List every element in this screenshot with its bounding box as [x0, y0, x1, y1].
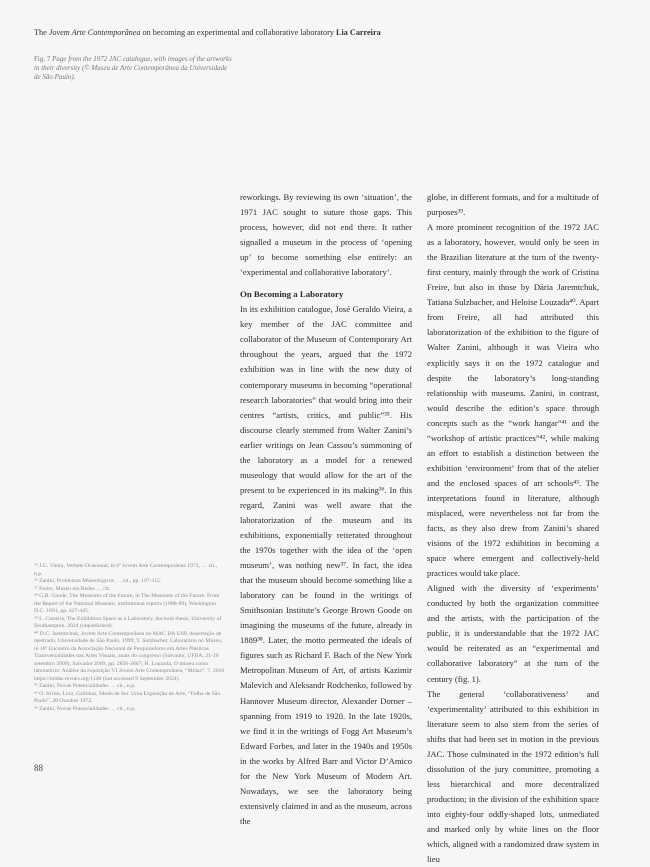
footnote: ³⁵ J.G. Vieira, Verbete Ocasional, in 6ª Jovem Arte Contemporânea 1972, … cit., n.p. [34, 563, 218, 577]
running-header [34, 27, 624, 38]
footnote: ⁴⁰ D.C. Jaremtchuk, Jovem Arte Contemporânea no MAC DA USP, dissertação de mestrado, Universidade de São Paulo, 1999; T. Sulzbacher, Laboratório no Museu, in 18º Encontro da Associação Nacional de Pesquisadores em Artes Plásticas Transversalidades nas Artes Visuais, anais do congresso (Salvador, UFBA, 21-26 setembro 2009), Salvador 2009, pp. 2856-2867; H. Louzada, O museu como laboratório: Análise da exposição VI Jovem Arte Contemporânea, “Midas”, 7, 2016 https://midas.revues.org/1140 (last accessed 9 September 2024). [34, 630, 225, 682]
footnotes [34, 563, 226, 713]
paragraph: The general ‘collaborativeness’ and ‘experimentality’ attributed to this exhibition in literature seem to also stem from the series of shifts that had been set in motion in the previous JAC. Those culminated in the 1972 edition’s full dissolution of the jury committee, promoting a less hierarchical and more decentralized production; in the division of the exhibition space into eighty-four oddly-shaped lots, unmediated and marked only by white lines on the floor which, aligned with a randomized draw system in lieu [427, 688, 599, 865]
footnote: ³⁷ Freire, Museu em Redes … cit. [34, 585, 111, 592]
footnote: ³⁶ Zanini, Problemas Museológicos … cit., pp. 107-115. [34, 578, 162, 584]
footnote: ⁴¹ Zanini, Novas Potencialidades … cit., n.p. [34, 683, 136, 689]
footnote: ³⁹ L. Carreira, The Exhibition Space as a Laboratory, doctoral thesis, University of Southampton, 2024 (unpublished). [34, 615, 222, 629]
body-column-right [427, 190, 599, 867]
caption-label: Fig. 7 [34, 55, 53, 63]
paragraph: reworkings. By reviewing its own ‘situation’, the 1971 JAC sought to suture those gaps. This process, however, did not end there. It rather signalled a museum in the process of ‘opening up’ to become something else entirely: an ‘experimental and collaborative laboratory’. [240, 192, 412, 278]
footnote: ⁴² O. Krüse, Lixo, Galinhas, Modo de Ser. Uma Exposição de Arte, “Folha de São Paulo”, 28 Outubro 1972. [34, 690, 221, 704]
section-heading: On Becoming a Laboratory [240, 289, 344, 300]
header-italic-title: Jovem Arte Contemporânea [48, 28, 141, 37]
header-prefix: The [34, 28, 49, 37]
page-number: 88 [34, 763, 43, 773]
paragraph: globe, in different formats, and for a multitude of purposes³⁹. [427, 192, 599, 218]
header-author: Lia Carreira [336, 28, 381, 37]
footnote: ⁴³ Zanini, Novas Potencialidades … cit., n.p. [34, 705, 136, 712]
figure-caption [34, 55, 234, 83]
paragraph: In its exhibition catalogue, José Geraldo Vieira, a key member of the JAC committee and collaborator of the Museum of Contemporary Art throughout the years, argued that the 1972 exhibition was in line with the new duty of contemporary museums in becoming “operational research laboratories” that would bring into their centres “artists, critics, and public”³⁵. His discourse clearly stemmed from Walter Zanini’s earlier writings on Jean Cassou’s summoning of the laboratory as a model for a renewed museology that would allow for the art of the present to be experienced in its making³⁶. In this regard, Zanini was well aware that the laboratorization of the museum and its exhibitions, exponentially reiterated throughout the 1970s together with the idea of the ‘open museum’, was nothing new³⁷. In fact, the idea that the museum should become something like a laboratory can be found in the writings of Smithsonian Institute’s George Brown Goode on imagining the museums of the future, already in 1889³⁸. Later, the motto permeated the ideals of figures such as Richard F. Bach of the New York Metropolitan Museum of Art, of artists Kazimir Malevich and Aleksandr Rodchenko, followed by Hannover Museum director, Alexander Dorner – spanning from 1919 to 1920. In the late 1920s, we find it in the writings of Fogg Art Museum’s Edward Forbes, and later in the 1940s and 1950s in the works by Alfred Barr and Victor D’Amico for the New York Museum of Modern Art. Nowadays, we see the laboratory being extensively claimed in and as the museum, across the [240, 304, 412, 826]
paragraph: Aligned with the diversity of ‘experiments’ conducted by both the organization committee and the artists, with the participation of the public, it is understandable that the 1972 JAC would be reiterated as an “experimental and collaborative laboratory” at the turn of the century (fig. 1). [427, 583, 599, 684]
header-middle: on becoming an experimental and collaborative laboratory [140, 28, 337, 37]
paragraph: A more prominent recognition of the 1972 JAC as a laboratory, however, would only be seen in the Brazilian literature at the turn of the twenty-first century, mainly through the work of Cristina Freire, but also in those by Dária Jaremtchuk, Tatiana Sulzbacher, and Heloise Louzada⁴⁰. Apart from Freire, all had attributed this laboratorization of the exhibition to the figure of Walter Zanini, although it was Vieira who explicitly says it on the 1972 catalogue and despite the laboratory’s long-standing relationship with museums. Zanini, in contrast, would describe the edition’s space through concepts such as the “work hangar”⁴¹ and the “workshop of artistic practices”⁴², while making an effort to establish a distinction between the exhibition ‘environment’ from that of the atelier and the enclosed spaces of art schools⁴³. The interpretations found in literature, although misplaced, were nevertheless not far from the facts, as they also drew from Zanini’s shared visions of the 1972 exhibition in becoming a space where emergent and collectively-held practices would take place. [427, 222, 599, 579]
caption-text: Page from the 1972 JAC catalogue, with images of the artworks in their diversity (© Museu de Arte Contemporânea da Universidade de São Paulo). [34, 55, 232, 82]
footnote: ³⁸ G.B. Goode, The Museums of the Future, in The Museums of the Future. From the Report of the National Museum, institutional reports (1888-89), Washington D.C. 1891, pp. 427-445. [34, 593, 220, 614]
body-column-middle [240, 190, 412, 829]
